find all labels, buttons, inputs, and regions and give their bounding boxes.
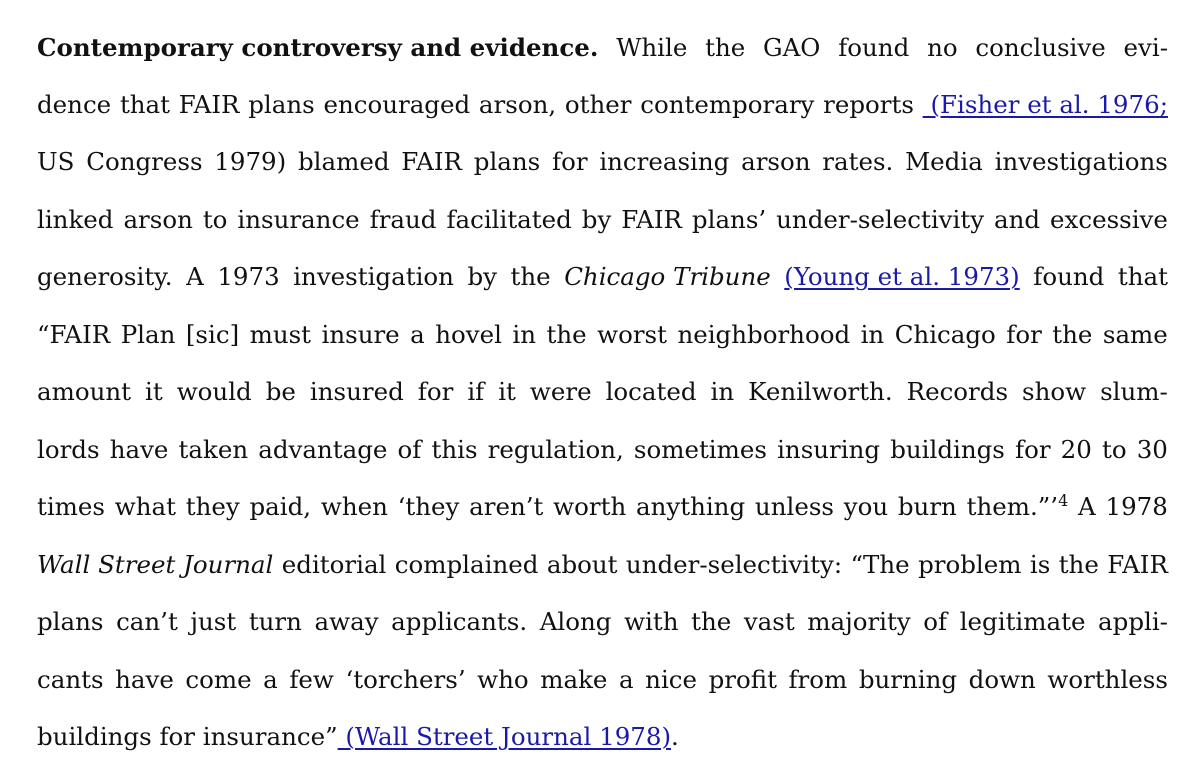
line-6-word: [sic] (185, 320, 240, 349)
line-11-word: Along (539, 607, 612, 636)
line-6-word: “FAIR (37, 320, 111, 349)
text-line-9 (37, 487, 1168, 527)
text-line-12 (37, 660, 1168, 700)
line-8-word: taken (178, 435, 249, 464)
line-11-word: away (314, 607, 379, 636)
line-7-word: in (710, 377, 735, 406)
text-line-8 (37, 430, 1168, 470)
line-12-word: from (788, 665, 848, 694)
line-12-word: burning (858, 665, 958, 694)
line-10-word: problem (918, 550, 1022, 579)
line-3-word: US (37, 147, 75, 176)
line-3-word: Congress (86, 147, 203, 176)
line-10-word: editorial (281, 550, 387, 579)
text-line-3 (37, 142, 1168, 182)
line-8-word: to (1101, 435, 1127, 464)
text-line-5 (37, 257, 1168, 297)
line-11-word: appli- (1098, 607, 1168, 636)
text-line-10 (37, 545, 1168, 585)
line-8-word: insuring (777, 435, 881, 464)
line-2-word: reports (823, 90, 914, 119)
citation-link-wsj-1978[interactable]: (Wall Street Journal 1978) (337, 722, 672, 751)
line-9-word: ‘they (397, 492, 460, 521)
line-11-word: of (923, 607, 948, 636)
line-1-word: evi- (1123, 33, 1168, 62)
line-9-word: 1978 (1105, 492, 1168, 521)
line-12-word: down (968, 665, 1036, 694)
line-4-word: facilitated (446, 205, 572, 234)
line-2-word: that (119, 90, 171, 119)
text-line-13 (37, 717, 1168, 757)
line-3-word: 1979) (214, 147, 287, 176)
line-5-word: A (186, 262, 204, 291)
line-1-word: While (616, 33, 688, 62)
line-6-word: Chicago (894, 320, 996, 349)
line-4-word: and (994, 205, 1041, 234)
line-1-word: no (927, 33, 958, 62)
line-8-word: lords (37, 435, 100, 464)
line-2-word: dence (37, 90, 112, 119)
citation-link-young-1973[interactable]: (Young et al. 1973) (784, 262, 1020, 291)
line-4-word: by (581, 205, 612, 234)
line-12-word: cants (37, 665, 104, 694)
line-12-word: few (289, 665, 334, 694)
line-11-word: legitimate (959, 607, 1086, 636)
line-9-word: times (37, 492, 105, 521)
line-7-word: were (529, 377, 592, 406)
citation-link-fisher-1976[interactable]: (Fisher et al. 1976; (922, 90, 1168, 119)
line-6-word: in (512, 320, 537, 349)
line-11-word: with (624, 607, 679, 636)
line-3-word: increasing (599, 147, 730, 176)
line-11-word: turn (248, 607, 302, 636)
line-8-word: have (109, 435, 169, 464)
line-12-word: come (185, 665, 252, 694)
line-7-word: for (417, 377, 454, 406)
line-3-word: arson (741, 147, 811, 176)
line-4-word: arson (123, 205, 193, 234)
line-7-word: show (1022, 377, 1087, 406)
line-1-word: conclusive (975, 33, 1106, 62)
journal-title-wsj: Wall Street Journal (37, 550, 274, 579)
line-4-word: plans’ (691, 205, 767, 234)
line-8-word: regulation, (487, 435, 624, 464)
line-2-word: contemporary (640, 90, 815, 119)
line-4-word: fraud (369, 205, 437, 234)
line-6-word: worst (597, 320, 667, 349)
line-2-word: encouraged (323, 90, 471, 119)
text-line-7 (37, 372, 1168, 412)
line-13-period: . (671, 722, 679, 751)
line-6-word: neighborhood (677, 320, 851, 349)
line-12-word: nice (645, 665, 698, 694)
line-8-word: 30 (1136, 435, 1168, 464)
line-9-word: what (114, 492, 176, 521)
line-5-word: generosity. (37, 262, 173, 291)
line-11-word: just (190, 607, 237, 636)
line-10-word: the (1058, 550, 1099, 579)
line-10-word: FAIR (1107, 550, 1168, 579)
line-13-text: buildings for insurance” (37, 722, 338, 751)
line-9-word: them.”’$^4$ (966, 491, 1069, 521)
line-6-word: for (1006, 320, 1042, 349)
line-6-word: must (249, 320, 312, 349)
line-12-word: profit (708, 665, 777, 694)
line-9-word: burn (897, 492, 957, 521)
section-heading: Contemporary controversy and evidence. (37, 33, 599, 62)
line-5-word: the (510, 262, 551, 291)
line-3-word: rates. (822, 147, 894, 176)
line-9-word: they (185, 492, 240, 521)
line-5-word: 1973 (217, 262, 280, 291)
line-2-word: FAIR (178, 90, 240, 119)
line-6-word: a (410, 320, 425, 349)
line-9-word: worth (553, 492, 627, 521)
line-7-word: be (265, 377, 296, 406)
line-12-word: worthless (1047, 665, 1168, 694)
line-6-word: same (1102, 320, 1168, 349)
line-7-word: Kenilworth. (748, 377, 893, 406)
line-7-word: if (467, 377, 485, 406)
line-5-word: by (467, 262, 497, 291)
line-11-word: the (691, 607, 732, 636)
line-2-word: plans (248, 90, 315, 119)
line-11-word: plans (37, 607, 104, 636)
line-10-word: under-selectivity: (625, 550, 843, 579)
line-12-word: who (477, 665, 529, 694)
line-8-word: for (1015, 435, 1051, 464)
line-7-word: amount (37, 377, 131, 406)
line-8-word: buildings (890, 435, 1005, 464)
line-4-word: linked (37, 205, 114, 234)
line-7-word: it (145, 377, 163, 406)
line-9-word: unless (754, 492, 834, 521)
line-6-word: the (546, 320, 587, 349)
line-8-word: advantage (258, 435, 388, 464)
line-4-word: FAIR (621, 205, 682, 234)
line-5-word: found (1033, 262, 1105, 291)
line-6-word: insure (321, 320, 400, 349)
line-12-word: have (115, 665, 174, 694)
line-3-word: blamed (297, 147, 390, 176)
text-line-6 (37, 315, 1168, 355)
line-8-word: sometimes (633, 435, 767, 464)
line-7-word: it (498, 377, 516, 406)
text-line-4 (37, 200, 1168, 240)
line-11-word: vast (743, 607, 795, 636)
line-12-word: a (619, 665, 634, 694)
text-line-11 (37, 602, 1168, 642)
line-7-word: insured (309, 377, 404, 406)
line-2-word: other (564, 90, 632, 119)
line-6-word: hovel (435, 320, 502, 349)
line-9-word: anything (636, 492, 746, 521)
line-7-word: would (176, 377, 252, 406)
journal-title-chicago-tribune: Chicago Tribune (564, 262, 771, 291)
line-10-word: “The (850, 550, 910, 579)
line-3-word: Media (905, 147, 983, 176)
line-8-word: 20 (1060, 435, 1092, 464)
line-3-word: FAIR (401, 147, 462, 176)
line-9-word: when (320, 492, 388, 521)
line-8-word: of (397, 435, 422, 464)
line-12-word: ‘torchers’ (345, 665, 466, 694)
line-4-word: under-selectivity (776, 205, 985, 234)
line-3-word: plans (473, 147, 541, 176)
footnote-marker[interactable]: 4 (1058, 491, 1069, 510)
line-8-word: this (431, 435, 478, 464)
line-9-word: aren’t (469, 492, 544, 521)
line-5-word: investigation (293, 262, 454, 291)
line-4-word: excessive (1050, 205, 1168, 234)
line-4-word: to (202, 205, 228, 234)
line-1-word: GAO (763, 33, 821, 62)
line-11-word: can’t (116, 607, 178, 636)
line-5-word: that (1117, 262, 1168, 291)
text-line-1 (37, 28, 1168, 68)
line-6-word: in (860, 320, 885, 349)
line-9-word: you (843, 492, 889, 521)
line-10-word: about (546, 550, 618, 579)
line-12-word: a (263, 665, 278, 694)
line-11-word: applicants. (391, 607, 528, 636)
line-11-word: majority (807, 607, 911, 636)
line-1-word: the (705, 33, 746, 62)
line-1-word: found (838, 33, 910, 62)
line-10-word: complained (394, 550, 539, 579)
line-3-word: investigations (994, 147, 1168, 176)
line-7-word: Records (906, 377, 1009, 406)
line-4-word: insurance (237, 205, 360, 234)
line-9-word: A (1078, 492, 1096, 521)
line-9-word: paid, (249, 492, 312, 521)
line-7-word: slum- (1100, 377, 1168, 406)
line-7-word: located (605, 377, 697, 406)
line-6-word: Plan (120, 320, 176, 349)
line-10-word: is (1029, 550, 1051, 579)
text-line-2 (37, 85, 1168, 125)
line-6-word: the (1052, 320, 1093, 349)
line-3-word: for (552, 147, 588, 176)
line-2-word: arson, (478, 90, 557, 119)
line-12-word: make (540, 665, 608, 694)
